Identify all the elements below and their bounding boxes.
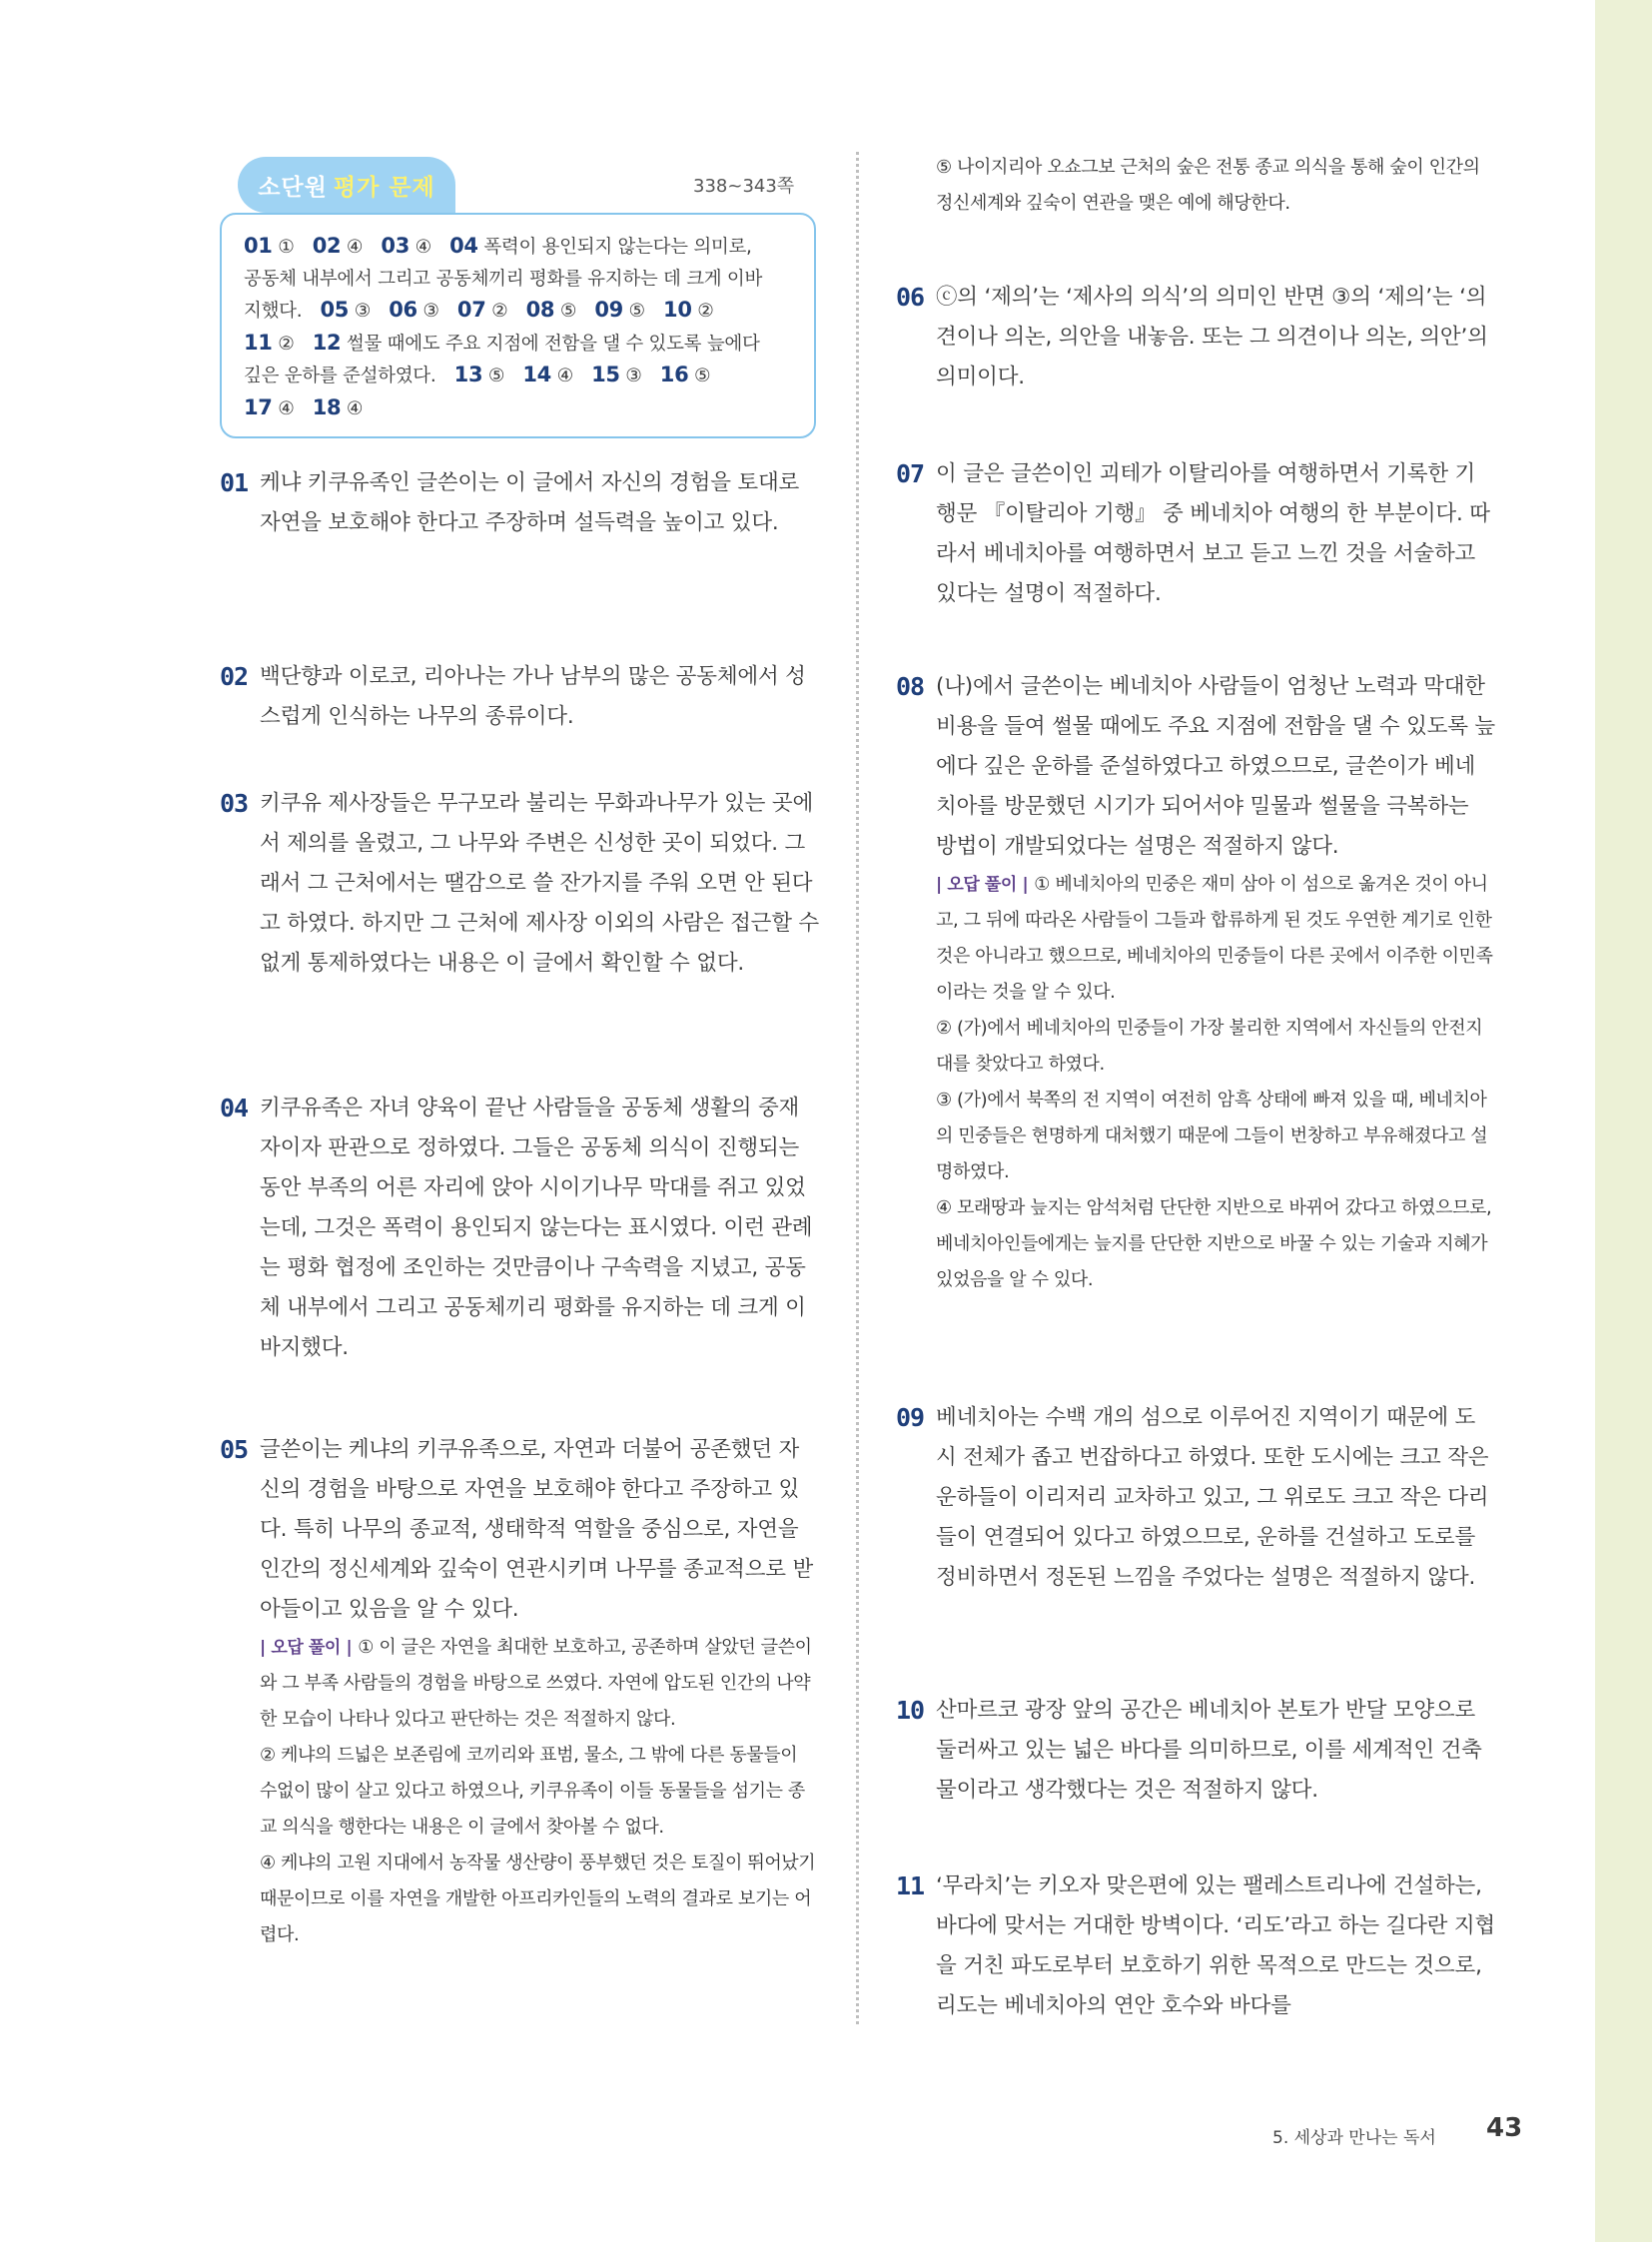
explanation-text: 키쿠유족은 자녀 양육이 끝난 사람들을 공동체 생활의 중재자이자 판관으로 정하였다. 그들은 공동체 의식이 진행되는 동안 부족의 어른 자리에 앉아 시이기나무 막대를 쥐고 있었는데, 그것은 폭력이 용인되지 않는다는 표시였다. 이런 관례는 평화 협정에 조인하는 것만큼이나 구속력을 지녔고, 공동체 내부에서 그리고 공동체끼리 평화를 유지하는 데 크게 이바지했다. — [260, 1096, 813, 1360]
question-number: 07 — [896, 459, 925, 488]
explanation-text: (나)에서 글쓴이는 베네치아 사람들이 엄청난 노력과 막대한 비용을 들여 썰물 때에도 주요 지점에 전함을 댈 수 있도록 늪에다 깊은 운하를 준설하였다고 하였으므로, 글쓴이가 베네치아를 방문했던 시기가 되어서야 밀물과 썰물을 극복하는 방법이 개발되었다는 설명은 적절하지 않다. — [936, 674, 1496, 859]
answer-explanation — [896, 1398, 1495, 1598]
note-text: ⑤ 나이지리아 오쇼그보 근처의 숲은 전통 종교 의식을 통해 숲이 인간의 정신세계와 깊숙이 연관을 맺은 예에 해당한다. — [936, 157, 1480, 214]
answer-line: 11 ② 12 썰물 때에도 주요 지점에 전함을 댈 수 있도록 늪에다 — [244, 330, 760, 355]
question-number: 05 — [220, 1435, 249, 1464]
answer-explanation — [896, 454, 1495, 614]
wrong-answer-tag: | 오답 풀이 | — [260, 1638, 353, 1658]
wrong-answer-note — [896, 1011, 1495, 1083]
explanation-text: 키쿠유 제사장들은 무구모라 불리는 무화과나무가 있는 곳에서 제의를 올렸고, 그 나무와 주변은 신성한 곳이 되었다. 그래서 그 근처에서는 땔감으로 쓸 잔가지를 주워 오면 안 된다고 하였다. 하지만 그 근처에 제사장 이외의 사람은 접근할 수 없게 통제하였다는 내용은 이 글에서 확인할 수 없다. — [260, 791, 820, 976]
page-number: 43 — [1486, 2113, 1523, 2143]
explanation-text: 글쓴이는 케냐의 키쿠유족으로, 자연과 더불어 공존했던 자신의 경험을 바탕으로 자연을 보호해야 한다고 주장하고 있다. 특히 나무의 종교적, 생태학적 역할을 중심으로, 자연을 인간의 정신세계와 깊숙이 연관시키며 나무를 종교적으로 받아들이고 있음을 알 수 있다. — [260, 1437, 814, 1622]
question-number: 02 — [220, 662, 249, 691]
answer-line: 공동체 내부에서 그리고 공동체끼리 평화를 유지하는 데 크게 이바 — [244, 268, 763, 290]
wrong-answer-note — [896, 867, 1495, 1011]
note-text: ① 이 글은 자연을 최대한 보호하고, 공존하며 살았던 글쓴이와 그 부족 사람들의 경험을 바탕으로 쓰였다. 자연에 압도된 인간의 나약한 모습이 나타나 있다고 판단하는 것은 적절하지 않다. — [260, 1637, 812, 1730]
wrong-answer-note — [896, 1083, 1495, 1190]
question-number: 11 — [896, 1871, 925, 1900]
question-number: 08 — [896, 672, 925, 701]
wrong-answer-note — [896, 1190, 1495, 1298]
answer-explanation — [896, 1691, 1495, 1811]
wrong-answer-note — [220, 1738, 819, 1846]
note-text: ② 케냐의 드넓은 보존림에 코끼리와 표범, 물소, 그 밖에 다른 동물들이 수없이 많이 살고 있다고 하였으나, 키쿠유족이 이들 동물들을 섬기는 종교 의식을 행한다는 내용은 이 글에서 찾아볼 수 없다. — [260, 1745, 805, 1838]
answer-explanation — [220, 1430, 819, 1953]
note-text: ① 베네치아의 민중은 재미 삼아 이 섬으로 옮겨온 것이 아니고, 그 뒤에 따라온 사람들이 그들과 합류하게 된 것도 우연한 계기로 인한 것은 아니라고 했으므로, 베네치아의 민중들이 다른 곳에서 이주한 이민족이라는 것을 알 수 있다. — [936, 874, 1493, 1003]
answer-explanation — [896, 150, 1495, 222]
explanation-text: 케냐 키쿠유족인 글쓴이는 이 글에서 자신의 경험을 토대로 자연을 보호해야 한다고 주장하며 설득력을 높이고 있다. — [260, 470, 800, 535]
explanation-text: ⓒ의 ‘제의’는 ‘제사의 의식’의 의미인 반면 ③의 ‘제의’는 ‘의견이나 의논, 의안을 내놓음. 또는 그 의견이나 의논, 의안’의 의미이다. — [936, 285, 1488, 389]
footer-section-title: 5. 세상과 만나는 독서 — [1272, 2128, 1436, 2148]
explanation-text: 산마르코 광장 앞의 공간은 베네치아 본토가 반달 모양으로 둘러싸고 있는 넓은 바다를 의미하므로, 이를 세계적인 건축물이라고 생각했다는 것은 적절하지 않다. — [936, 1698, 1482, 1803]
question-number: 10 — [896, 1696, 925, 1725]
answer-key-box — [220, 213, 816, 438]
section-eval-tab — [238, 157, 455, 213]
answer-line: 17 ④ 18 ④ — [244, 394, 364, 419]
answer-line: 01 ① 02 ④ 03 ④ 04 폭력이 용인되지 않는다는 의미로, — [244, 234, 752, 258]
answer-explanation — [220, 657, 819, 737]
side-color-strip — [1595, 0, 1652, 2242]
explanation-text: ‘무라치’는 키오자 맞은편에 있는 팰레스트리나에 건설하는, 바다에 맞서는 거대한 방벽이다. ‘리도’라고 하는 길다란 지협을 거친 파도로부터 보호하기 위한 목적으로 만드는 것으로, 리도는 베네치아의 연안 호수와 바다를 — [936, 1873, 1496, 2018]
page-range: 338~343쪽 — [693, 176, 795, 197]
note-text: ② (가)에서 베네치아의 민중들이 가장 불리한 지역에서 자신들의 안전지대를 찾았다고 하였다. — [936, 1018, 1483, 1075]
answer-explanation — [896, 667, 1495, 1298]
answer-explanation — [896, 278, 1495, 397]
note-text: ④ 케냐의 고원 지대에서 농작물 생산량이 풍부했던 것은 토질이 뛰어났기 때문이므로 이를 자연을 개발한 아프리카인들의 노력의 결과로 보기는 어렵다. — [260, 1853, 816, 1945]
column-divider — [856, 152, 859, 2024]
tab-highlight: 평가 문제 — [333, 174, 435, 201]
wrong-answer-note — [220, 1630, 819, 1738]
explanation-text: 이 글은 글쓴이인 괴테가 이탈리아를 여행하면서 기록한 기행문 『이탈리아 기행』 중 베네치아 여행의 한 부분이다. 따라서 베네치아를 여행하면서 보고 듣고 느낀 것을 서술하고 있다는 설명이 적절하다. — [936, 461, 1490, 606]
answer-explanation — [220, 784, 819, 984]
note-text: ④ 모래땅과 늪지는 암석처럼 단단한 지반으로 바뀌어 갔다고 하였으므로, 베네치아인들에게는 늪지를 단단한 지반으로 바꿀 수 있는 기술과 지혜가 있었음을 알 수 있다. — [936, 1197, 1492, 1290]
question-number: 04 — [220, 1094, 249, 1122]
wrong-answer-note — [220, 1846, 819, 1953]
answer-line: 지했다. 05 ③ 06 ③ 07 ② 08 ⑤ 09 ⑤ 10 ② — [244, 298, 714, 322]
explanation-text: 베네치아는 수백 개의 섬으로 이루어진 지역이기 때문에 도시 전체가 좁고 번잡하다고 하였다. 또한 도시에는 크고 작은 운하들이 이리저리 교차하고 있고, 그 위로도 크고 작은 다리들이 연결되어 있다고 하였으므로, 운하를 건설하고 도로를 정비하면서 정돈된 느낌을 주었다는 설명은 적절하지 않다. — [936, 1405, 1489, 1590]
answer-line: 깊은 운하를 준설하였다. 13 ⑤ 14 ④ 15 ③ 16 ⑤ — [244, 363, 711, 386]
question-number: 01 — [220, 468, 249, 497]
answer-explanation — [220, 1089, 819, 1368]
wrong-answer-note — [896, 150, 1495, 222]
note-text: ③ (가)에서 북쪽의 전 지역이 여전히 암흑 상태에 빠져 있을 때, 베네치아의 민중들은 현명하게 대처했기 때문에 그들이 번창하고 부유해졌다고 설명하였다. — [936, 1090, 1488, 1182]
wrong-answer-tag: | 오답 풀이 | — [936, 875, 1029, 895]
explanation-text: 백단향과 이로코, 리아나는 가나 남부의 많은 공동체에서 성스럽게 인식하는 나무의 종류이다. — [260, 664, 806, 729]
question-number: 03 — [220, 789, 249, 818]
answer-explanation — [220, 463, 819, 543]
question-number: 09 — [896, 1403, 925, 1432]
tab-prefix: 소단원 — [258, 174, 328, 201]
answer-explanation — [896, 1867, 1495, 2026]
question-number: 06 — [896, 283, 925, 312]
